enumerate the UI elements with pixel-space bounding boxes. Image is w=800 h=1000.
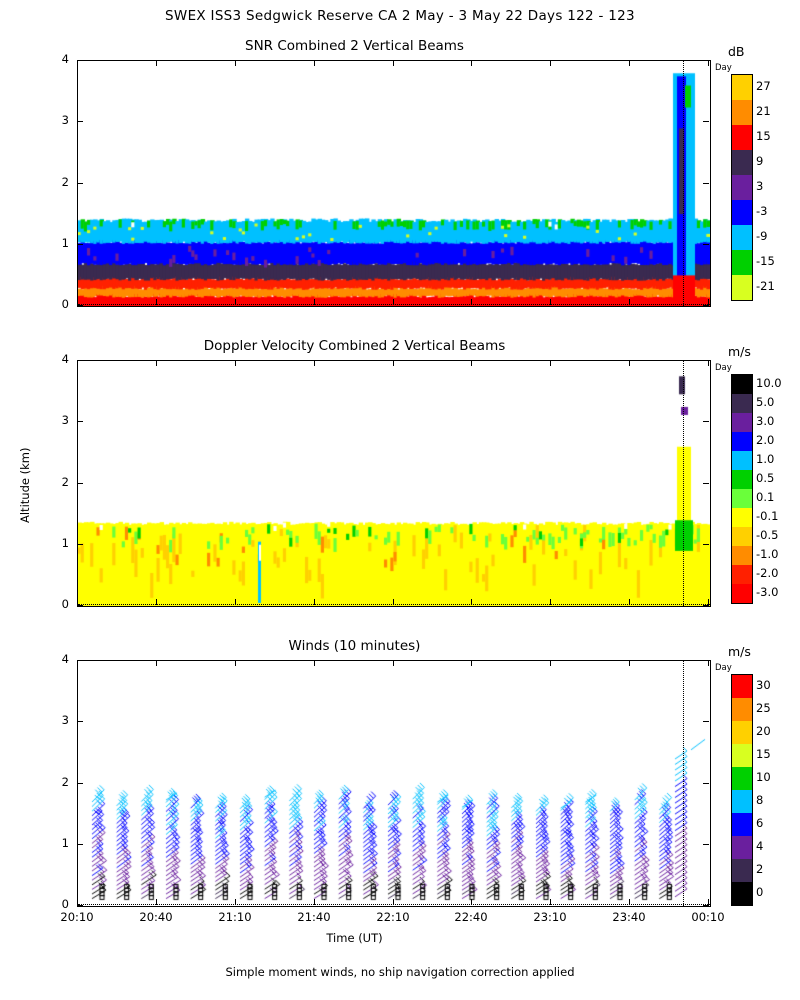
x-tick-mark-2-8 [708, 899, 709, 905]
y-tick-label-1-3: 3 [61, 413, 69, 428]
colorbar-0 [731, 74, 753, 301]
x-tick-mark-1-6 [550, 599, 551, 605]
x-tick-mark-1-2 [235, 599, 236, 605]
colorbar-segment-1-9 [732, 546, 752, 565]
y-tick-mark-right-1-3 [703, 421, 709, 422]
colorbar-tick-label-1-6: 0.1 [756, 489, 775, 504]
y-tick-label-1-2: 2 [61, 474, 69, 489]
y-tick-label-0-3: 3 [61, 113, 69, 128]
colorbar-segment-1-3 [732, 432, 752, 451]
x-tick-mark-top-1-0 [77, 360, 78, 366]
x-tick-mark-1-0 [77, 599, 78, 605]
x-tick-mark-top-2-1 [156, 660, 157, 666]
colorbar-tick-label-1-4: 1.0 [756, 451, 775, 466]
colorbar-tick-label-1-3: 2.0 [756, 432, 775, 447]
plot-area-1 [77, 360, 711, 607]
colorbar-segment-1-0 [732, 375, 752, 394]
y-tick-mark-2-3 [77, 721, 83, 722]
colorbar-segment-0-2 [732, 125, 752, 150]
x-tick-mark-0-8 [708, 299, 709, 305]
colorbar-tick-label-1-5: 0.5 [756, 470, 775, 485]
x-tick-mark-top-2-4 [393, 660, 394, 666]
colorbar-segment-2-2 [732, 721, 752, 744]
y-tick-label-0-2: 2 [61, 174, 69, 189]
y-tick-label-1-1: 1 [61, 535, 69, 550]
y-tick-mark-0-1 [77, 244, 83, 245]
x-tick-mark-top-2-5 [471, 660, 472, 666]
x-tick-mark-top-2-0 [77, 660, 78, 666]
plot-area-0 [77, 60, 711, 307]
colorbar-tick-label-0-4: 3 [756, 178, 764, 193]
y-tick-mark-0-2 [77, 183, 83, 184]
y-tick-label-0-4: 4 [61, 52, 69, 66]
x-tick-mark-0-1 [156, 299, 157, 305]
y-tick-mark-1-0 [77, 605, 83, 606]
plot-area-2 [77, 660, 711, 907]
y-tick-mark-right-0-1 [703, 244, 709, 245]
x-tick-label-6: 23:10 [533, 910, 567, 924]
y-tick-mark-2-1 [77, 844, 83, 845]
x-tick-label-0: 20:10 [60, 910, 94, 924]
y-tick-label-2-2: 2 [61, 774, 69, 789]
day-boundary-line-0 [683, 61, 684, 306]
colorbar-units-1: m/s [728, 344, 751, 359]
colorbar-segment-0-8 [732, 275, 752, 300]
colorbar-segment-0-1 [732, 100, 752, 125]
colorbar-segment-1-6 [732, 489, 752, 508]
colorbar-tick-label-2-4: 10 [756, 769, 771, 784]
y-tick-label-0-0: 0 [61, 297, 69, 311]
colorbar-tick-label-1-2: 3.0 [756, 413, 775, 428]
y-tick-mark-0-3 [77, 121, 83, 122]
colorbar-segment-1-8 [732, 527, 752, 546]
colorbar-tick-label-0-2: 15 [756, 128, 771, 143]
colorbar-tick-label-1-8: -0.5 [756, 527, 779, 542]
x-tick-mark-top-0-8 [708, 60, 709, 66]
x-tick-mark-top-1-6 [550, 360, 551, 366]
colorbar-segment-0-7 [732, 250, 752, 275]
colorbar-segment-0-6 [732, 225, 752, 250]
colorbar-tick-label-0-1: 21 [756, 103, 771, 118]
colorbar-segment-2-6 [732, 813, 752, 836]
x-tick-mark-1-7 [629, 599, 630, 605]
y-tick-mark-right-1-0 [703, 605, 709, 606]
x-tick-mark-top-2-8 [708, 660, 709, 666]
y-tick-mark-2-2 [77, 783, 83, 784]
plot-canvas-0 [78, 61, 710, 306]
colorbar-tick-label-0-3: 9 [756, 153, 764, 168]
y-tick-mark-right-0-2 [703, 183, 709, 184]
day-boundary-line-1 [683, 361, 684, 606]
colorbar-segment-0-3 [732, 150, 752, 175]
x-axis-label: Time (UT) [326, 931, 383, 945]
colorbar-tick-label-0-8: -21 [756, 278, 775, 293]
panel-title-0: SNR Combined 2 Vertical Beams [245, 38, 464, 54]
x-tick-mark-top-0-2 [235, 60, 236, 66]
x-tick-mark-top-1-1 [156, 360, 157, 366]
y-tick-mark-0-0 [77, 305, 83, 306]
colorbar-segment-1-2 [732, 413, 752, 432]
colorbar-tick-label-2-3: 15 [756, 746, 771, 761]
x-tick-label-3: 21:40 [297, 910, 331, 924]
x-tick-mark-1-8 [708, 599, 709, 605]
x-tick-mark-2-3 [314, 899, 315, 905]
x-tick-mark-top-0-1 [156, 60, 157, 66]
x-tick-mark-2-5 [471, 899, 472, 905]
x-tick-label-7: 23:40 [612, 910, 646, 924]
x-tick-mark-0-5 [471, 299, 472, 305]
colorbar-segment-2-9 [732, 882, 752, 905]
x-tick-mark-2-2 [235, 899, 236, 905]
colorbar-tick-label-1-7: -0.1 [756, 508, 779, 523]
x-tick-mark-top-0-5 [471, 60, 472, 66]
y-tick-mark-right-1-2 [703, 483, 709, 484]
colorbar-tick-label-1-1: 5.0 [756, 394, 775, 409]
x-tick-mark-top-1-4 [393, 360, 394, 366]
page-title: SWEX ISS3 Sedgwick Reserve CA 2 May - 3 May 22 Days 122 - 123 [165, 8, 635, 24]
x-tick-mark-1-4 [393, 599, 394, 605]
x-tick-mark-top-0-6 [550, 60, 551, 66]
y-tick-mark-2-0 [77, 905, 83, 906]
colorbar-segment-0-4 [732, 175, 752, 200]
day-label-0: Day [715, 63, 732, 73]
x-tick-mark-top-2-3 [314, 660, 315, 666]
day-label-2: Day [715, 663, 732, 673]
x-tick-label-4: 22:10 [376, 910, 410, 924]
y-tick-mark-1-1 [77, 544, 83, 545]
colorbar-segment-1-10 [732, 565, 752, 584]
colorbar-units-2: m/s [728, 644, 751, 659]
colorbar-2 [731, 674, 753, 906]
y-tick-mark-right-2-0 [703, 905, 709, 906]
colorbar-segment-2-8 [732, 859, 752, 882]
y-tick-mark-right-0-0 [703, 305, 709, 306]
zero-altitude-line-2 [78, 904, 710, 905]
plot-canvas-1 [78, 361, 710, 606]
colorbar-tick-label-1-10: -2.0 [756, 565, 779, 580]
x-tick-mark-0-6 [550, 299, 551, 305]
x-tick-mark-1-1 [156, 599, 157, 605]
x-tick-mark-top-0-4 [393, 60, 394, 66]
x-tick-mark-0-3 [314, 299, 315, 305]
y-tick-mark-right-1-1 [703, 544, 709, 545]
y-tick-mark-1-3 [77, 421, 83, 422]
colorbar-segment-2-5 [732, 790, 752, 813]
colorbar-tick-label-1-11: -3.0 [756, 584, 779, 599]
x-tick-mark-2-7 [629, 899, 630, 905]
x-tick-mark-0-7 [629, 299, 630, 305]
footer-note: Simple moment winds, no ship navigation correction applied [225, 965, 575, 979]
x-tick-mark-0-2 [235, 299, 236, 305]
x-tick-mark-top-0-0 [77, 60, 78, 66]
x-tick-mark-top-2-7 [629, 660, 630, 666]
x-tick-mark-top-0-7 [629, 60, 630, 66]
colorbar-segment-0-0 [732, 75, 752, 100]
colorbar-segment-1-7 [732, 508, 752, 527]
y-tick-label-2-4: 4 [61, 652, 69, 666]
zero-altitude-line-0 [78, 304, 710, 305]
y-tick-label-2-3: 3 [61, 713, 69, 728]
x-tick-mark-0-0 [77, 299, 78, 305]
x-tick-mark-top-2-2 [235, 660, 236, 666]
colorbar-tick-label-2-0: 30 [756, 677, 771, 692]
y-tick-label-2-0: 0 [61, 897, 69, 911]
y-tick-mark-1-2 [77, 483, 83, 484]
colorbar-segment-2-4 [732, 767, 752, 790]
colorbar-segment-1-4 [732, 451, 752, 470]
colorbar-segment-2-3 [732, 744, 752, 767]
x-tick-label-5: 22:40 [454, 910, 488, 924]
colorbar-tick-label-2-5: 8 [756, 792, 764, 807]
y-tick-mark-right-2-3 [703, 721, 709, 722]
colorbar-tick-label-2-1: 25 [756, 700, 771, 715]
y-tick-label-1-4: 4 [61, 352, 69, 366]
y-tick-mark-right-0-3 [703, 121, 709, 122]
colorbar-tick-label-1-0: 10.0 [756, 375, 782, 390]
colorbar-segment-0-5 [732, 200, 752, 225]
x-tick-mark-2-6 [550, 899, 551, 905]
colorbar-tick-label-1-9: -1.0 [756, 546, 779, 561]
x-tick-mark-2-4 [393, 899, 394, 905]
y-axis-label: Altitude (km) [18, 447, 32, 523]
x-tick-label-8: 00:10 [691, 910, 725, 924]
colorbar-tick-label-0-5: -3 [756, 203, 768, 218]
panel-title-2: Winds (10 minutes) [288, 638, 421, 654]
y-tick-label-2-1: 1 [61, 835, 69, 850]
zero-altitude-line-1 [78, 604, 710, 605]
x-tick-mark-top-1-5 [471, 360, 472, 366]
colorbar-tick-label-2-9: 0 [756, 884, 764, 899]
colorbar-tick-label-2-7: 4 [756, 838, 764, 853]
colorbar-tick-label-2-6: 6 [756, 815, 764, 830]
x-tick-mark-top-2-6 [550, 660, 551, 666]
x-tick-label-2: 21:10 [218, 910, 252, 924]
colorbar-segment-1-5 [732, 470, 752, 489]
y-tick-mark-right-2-2 [703, 783, 709, 784]
colorbar-segment-2-1 [732, 698, 752, 721]
x-tick-mark-0-4 [393, 299, 394, 305]
plot-canvas-2 [78, 661, 710, 906]
y-tick-label-0-1: 1 [61, 235, 69, 250]
x-tick-mark-top-1-2 [235, 360, 236, 366]
colorbar-tick-label-2-2: 20 [756, 723, 771, 738]
colorbar-segment-2-0 [732, 675, 752, 698]
colorbar-1 [731, 374, 753, 604]
y-tick-mark-right-2-1 [703, 844, 709, 845]
colorbar-segment-1-11 [732, 584, 752, 603]
colorbar-segment-2-7 [732, 836, 752, 859]
colorbar-tick-label-0-6: -9 [756, 228, 768, 243]
x-tick-mark-top-1-3 [314, 360, 315, 366]
x-tick-mark-1-3 [314, 599, 315, 605]
colorbar-units-0: dB [728, 44, 745, 59]
x-tick-mark-top-1-7 [629, 360, 630, 366]
x-tick-mark-top-1-8 [708, 360, 709, 366]
colorbar-tick-label-2-8: 2 [756, 861, 764, 876]
y-tick-label-1-0: 0 [61, 597, 69, 611]
x-tick-mark-2-1 [156, 899, 157, 905]
colorbar-tick-label-0-7: -15 [756, 253, 775, 268]
x-tick-mark-2-0 [77, 899, 78, 905]
colorbar-segment-1-1 [732, 394, 752, 413]
x-tick-mark-top-0-3 [314, 60, 315, 66]
x-tick-label-1: 20:40 [139, 910, 173, 924]
day-boundary-line-2 [683, 661, 684, 906]
colorbar-tick-label-0-0: 27 [756, 78, 771, 93]
x-tick-mark-1-5 [471, 599, 472, 605]
day-label-1: Day [715, 363, 732, 373]
panel-title-1: Doppler Velocity Combined 2 Vertical Beams [203, 338, 506, 354]
